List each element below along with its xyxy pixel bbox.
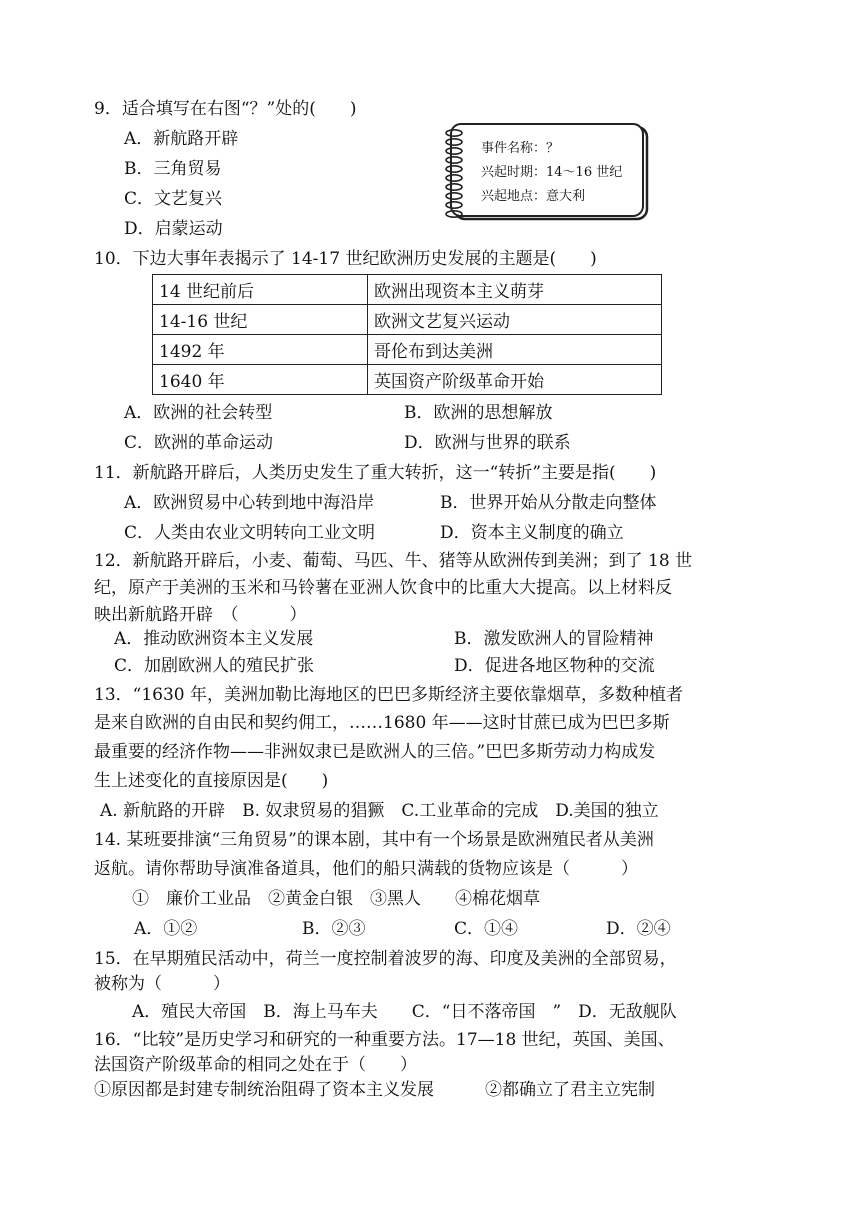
table-cell: 哥伦布到达美洲 <box>368 335 662 365</box>
q11-option-b: B．世界开始从分散走向整体 <box>440 493 657 513</box>
q13-stem-line-1: 13．“1630 年，美洲加勒比海地区的巴巴多斯经济主要依靠烟草，多数种植者 <box>94 685 683 705</box>
table-row <box>153 275 662 305</box>
table-cell: 1640 年 <box>153 365 368 395</box>
q10-stem: 10．下边大事年表揭示了 14-17 世纪欧洲历史发展的主题是( ) <box>94 249 597 269</box>
q14-stem-line-1: 14. 某班要排演“三角贸易”的课本剧，其中有一个场景是欧洲殖民者从美洲 <box>94 830 654 850</box>
q11-option-c: C．人类由农业文明转向工业文明 <box>124 523 376 543</box>
note-line-event-name: 事件名称：？ <box>481 141 560 156</box>
q12-option-c: C．加剧欧洲人的殖民扩张 <box>114 656 315 676</box>
table-row <box>153 365 662 395</box>
table-cell: 1492 年 <box>153 335 368 365</box>
q14-items: ① 廉价工业品 ②黄金白银 ③黑人 ④棉花烟草 <box>132 889 540 909</box>
q11-option-d: D．资本主义制度的确立 <box>440 523 624 543</box>
table-cell: 14 世纪前后 <box>153 275 368 305</box>
note-line-period: 兴起时期：14～16 世纪 <box>481 165 623 180</box>
q9-option-c: C．文艺复兴 <box>124 189 223 209</box>
q16-stem-line-2: 法国资产阶级革命的相同之处在于（ ） <box>94 1055 417 1075</box>
q13-stem-line-2: 是来自欧洲的自由民和契约佣工，……1680 年——这时甘蔗已成为巴巴多斯 <box>94 713 670 733</box>
table-cell: 欧洲文艺复兴运动 <box>368 305 662 335</box>
q14-option-a: A．①② <box>134 919 198 939</box>
q10-option-c: C．欧洲的革命运动 <box>124 433 274 453</box>
q12-stem-line-1: 12．新航路开辟后，小麦、葡萄、马匹、牛、猪等从欧洲传到美洲；到了 18 世 <box>94 551 693 571</box>
q13-stem-line-3: 最重要的经济作物——非洲奴隶已是欧洲人的三倍。”巴巴多斯劳动力构成发 <box>94 742 656 762</box>
q12-option-a: A．推动欧洲资本主义发展 <box>114 629 314 649</box>
q13-stem-line-4: 生上述变化的直接原因是( ) <box>94 771 329 791</box>
q14-option-d: D．②④ <box>606 919 671 939</box>
q13-options: A. 新航路的开辟 B. 奴隶贸易的猖獗 C.工业革命的完成 D.美国的独立 <box>100 801 659 821</box>
q12-stem-line-2: 纪，原产于美洲的玉米和马铃薯在亚洲人饮食中的比重大大提高。以上材料反 <box>94 578 672 598</box>
q12-option-d: D．促进各地区物种的交流 <box>454 656 655 676</box>
q10-option-b: B．欧洲的思想解放 <box>404 403 553 423</box>
table-cell: 欧洲出现资本主义萌芽 <box>368 275 662 305</box>
q15-options: A．殖民大帝国 B．海上马车夫 C．“日不落帝国 ” D．无敌舰队 <box>132 1002 677 1022</box>
q16-items: ①原因都是封建专制统治阻碍了资本主义发展 ②都确立了君主立宪制 <box>94 1080 655 1100</box>
spiral-note-card <box>441 121 653 225</box>
events-timeline-table <box>152 274 662 395</box>
q14-stem-line-2: 返航。请你帮助导演准备道具，他们的船只满载的货物应该是（ ） <box>94 859 638 879</box>
q9-option-b: B．三角贸易 <box>124 159 222 179</box>
q14-option-c: C．①④ <box>454 919 519 939</box>
q16-stem-line-1: 16．“比较”是历史学习和研究的一种重要方法。17—18 世纪，英国、美国、 <box>94 1030 675 1050</box>
q15-stem-line-2: 被称为（ ） <box>94 974 230 994</box>
q12-stem-line-3: 映出新航路开辟 （ ） <box>94 605 307 625</box>
q9-option-a: A．新航路开辟 <box>124 129 239 149</box>
q11-option-a: A．欧洲贸易中心转到地中海沿岸 <box>124 493 375 513</box>
table-row <box>153 305 662 335</box>
table-cell: 英国资产阶级革命开始 <box>368 365 662 395</box>
table-cell: 14-16 世纪 <box>153 305 368 335</box>
q15-stem-line-1: 15．在早期殖民活动中，荷兰一度控制着波罗的海、印度及美洲的全部贸易， <box>94 949 677 969</box>
q12-option-b: B．激发欧洲人的冒险精神 <box>454 629 654 649</box>
table-row <box>153 335 662 365</box>
q14-option-b: B．②③ <box>302 919 366 939</box>
note-line-place: 兴起地点：意大利 <box>481 189 586 204</box>
q11-stem: 11．新航路开辟后，人类历史发生了重大转折，这一“转折”主要是指( ) <box>94 463 657 483</box>
q9-stem: 9．适合填写在右图“？”处的( ) <box>94 99 357 119</box>
q9-option-d: D．启蒙运动 <box>124 219 223 239</box>
q10-option-a: A．欧洲的社会转型 <box>124 403 273 423</box>
q10-option-d: D．欧洲与世界的联系 <box>404 433 571 453</box>
